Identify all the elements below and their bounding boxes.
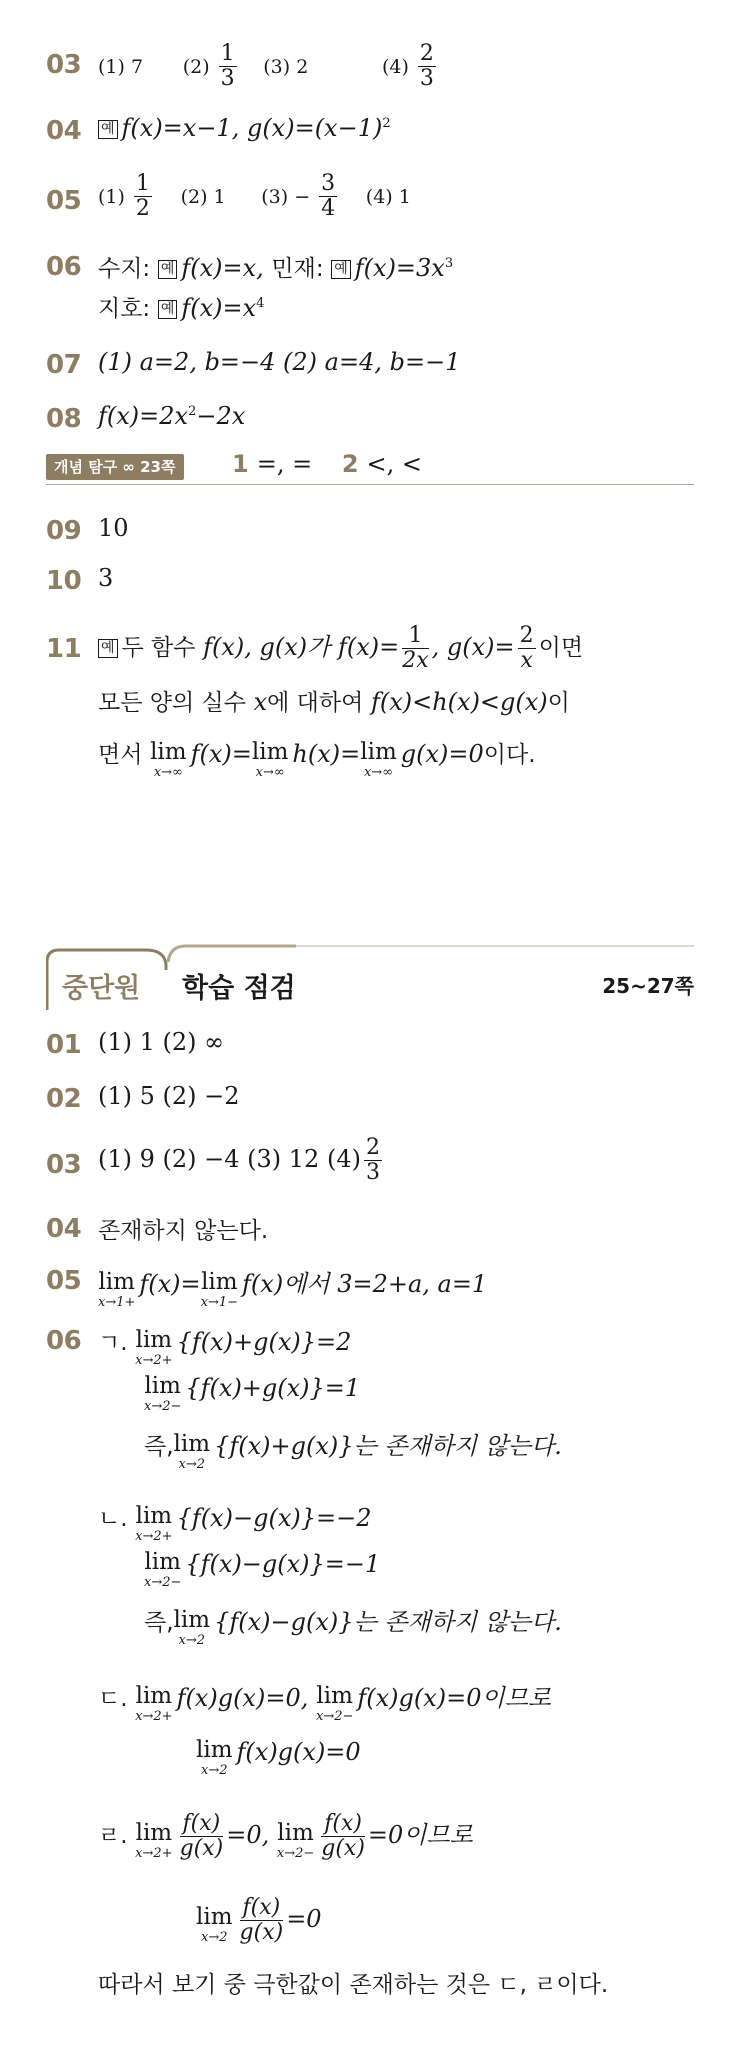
fraction: $\frac{2}{3}$ xyxy=(419,41,434,91)
problem-number: 04 xyxy=(46,116,82,146)
fraction: $\frac{1}{2}$ xyxy=(135,171,150,221)
case-g3-line1: ㄷ. lim x→2+ f(x)g(x)=0, lim x→2− f(x)g(x)=0이므로 xyxy=(98,1683,552,1724)
example-mark: 예 xyxy=(331,260,351,279)
fraction: $\frac{f(x)}{g(x)}$ xyxy=(179,1811,224,1861)
answer-text: (1) 5 (2) −2 xyxy=(98,1082,240,1110)
problem-number: 11 xyxy=(46,634,82,664)
case-g4-line1: ㄹ. lim x→2+ $\frac{f(x)}{g(x)}$ =0, lim x→2− $\frac{f(x)}{g(x)}$ =0이므로 xyxy=(98,1811,473,1861)
problem-number: 06 xyxy=(46,252,82,282)
fraction: $\frac{2}{3}$ xyxy=(365,1135,380,1185)
problem-number: 08 xyxy=(46,404,82,434)
concept-explore-answers: 1 =, = 2 <, < xyxy=(232,450,423,478)
section-header xyxy=(46,940,694,1010)
problem-number: 09 xyxy=(46,516,82,546)
case-g3-line2: lim x→2 f(x)g(x)=0 xyxy=(196,1737,361,1778)
example-mark: 예 xyxy=(98,639,118,658)
problem-number: 03 xyxy=(46,50,82,80)
answer-text-line2: 지호: 예 $f(x)=x^4$ xyxy=(98,294,265,322)
example-mark: 예 xyxy=(158,300,178,319)
case-g2-line2: lim x→2− {f(x)−g(x)}=−1 xyxy=(144,1549,381,1590)
header-title-sub: 학습 점검 xyxy=(182,973,296,1004)
case-g1-line3: 즉, lim x→2 {f(x)+g(x)}는 존재하지 않는다. xyxy=(144,1431,562,1472)
fraction: $\frac{2}{x}$ xyxy=(519,623,534,673)
case-g2-line1: ㄴ. lim x→2+ {f(x)−g(x)}=−2 xyxy=(98,1503,372,1544)
answer-text: 예 f(x)=x−1, $g(x)=(x-1)^2$ xyxy=(98,114,391,142)
answer-text: 10 xyxy=(98,514,129,542)
answer-text: 수지: 예 f(x)=x, 민재: 예 $f(x)=3x^3$ xyxy=(98,254,454,282)
case-g2-line3: 즉, lim x→2 {f(x)−g(x)}는 존재하지 않는다. xyxy=(144,1607,562,1648)
answer-text: (1) $\frac{1}{2}$ (2) 1 (3) − $\frac{3}{4}$ (4) 1 xyxy=(98,171,411,221)
problem-number: 01 xyxy=(46,1030,82,1060)
fraction: $\frac{3}{4}$ xyxy=(321,171,336,221)
answer-text-line3: 면서 lim x→∞ f(x)= lim x→∞ h(x)= lim x→∞ g(x)=0이다. xyxy=(98,739,536,780)
problem-number: 02 xyxy=(46,1084,82,1114)
problem-number: 05 xyxy=(46,1266,82,1296)
answer-text: 존재하지 않는다. xyxy=(98,1218,269,1244)
case-g1-line2: lim x→2− {f(x)+g(x)}=1 xyxy=(144,1373,361,1414)
problem-number: 04 xyxy=(46,1214,82,1244)
problem-number: 10 xyxy=(46,566,82,596)
fraction: $\frac{f(x)}{g(x)}$ xyxy=(321,1811,365,1861)
problem-number: 07 xyxy=(46,350,82,380)
concept-explore-bar xyxy=(46,450,694,485)
fraction: $\frac{1}{3}$ xyxy=(220,41,235,91)
answer-text: (1) 9 (2) −4 (3) 12 (4) $\frac{2}{3}$ xyxy=(98,1135,380,1185)
answer-text: (1) a=2, b=−4 (2) a=4, b=−1 xyxy=(98,348,461,376)
conclusion-text: 따라서 보기 중 극한값이 존재하는 것은 ㄷ, ㄹ이다. xyxy=(98,1972,609,1998)
fraction: $\frac{f(x)}{g(x)}$ xyxy=(239,1895,284,1945)
problem-number: 03 xyxy=(46,1150,82,1180)
example-mark: 예 xyxy=(98,120,118,139)
header-frame xyxy=(46,940,694,1010)
answer-text: 3 xyxy=(98,564,114,592)
answer-text: (1) 7 (2) $\frac{1}{3}$ (3) 2 (4) $\frac{2}{3}$ xyxy=(98,41,434,91)
answer-text: $f(x)=2x^2-2x$ xyxy=(98,402,246,430)
case-g1-line1: ㄱ. lim x→2+ {f(x)+g(x)}=2 xyxy=(98,1327,352,1368)
header-pages: 25~27쪽 xyxy=(602,974,694,998)
answer-text: 예 두 함수 f(x), g(x)가 f(x)= $\frac{1}{2x}$ , g(x)= $\frac{2}{x}$ 이면 xyxy=(98,624,583,673)
header-title-main: 중단원 xyxy=(62,973,141,1004)
answer-text-line2: 모든 양의 실수 x에 대하여 f(x)<h(x)<g(x)이 xyxy=(98,688,570,716)
answer-text: lim x→1+ f(x)= lim x→1− f(x)에서 3=2+a, a=1 xyxy=(98,1269,488,1310)
problem-number: 05 xyxy=(46,186,82,216)
example-mark: 예 xyxy=(158,260,178,279)
case-g4-line2: lim x→2 $\frac{f(x)}{g(x)}$ =0 xyxy=(196,1895,322,1945)
problem-number: 06 xyxy=(46,1326,82,1356)
concept-explore-tag: 개념 탐구 ∞ 23쪽 xyxy=(46,454,184,480)
fraction: $\frac{1}{2x}$ xyxy=(402,623,429,673)
answer-text: (1) 1 (2) ∞ xyxy=(98,1028,225,1056)
